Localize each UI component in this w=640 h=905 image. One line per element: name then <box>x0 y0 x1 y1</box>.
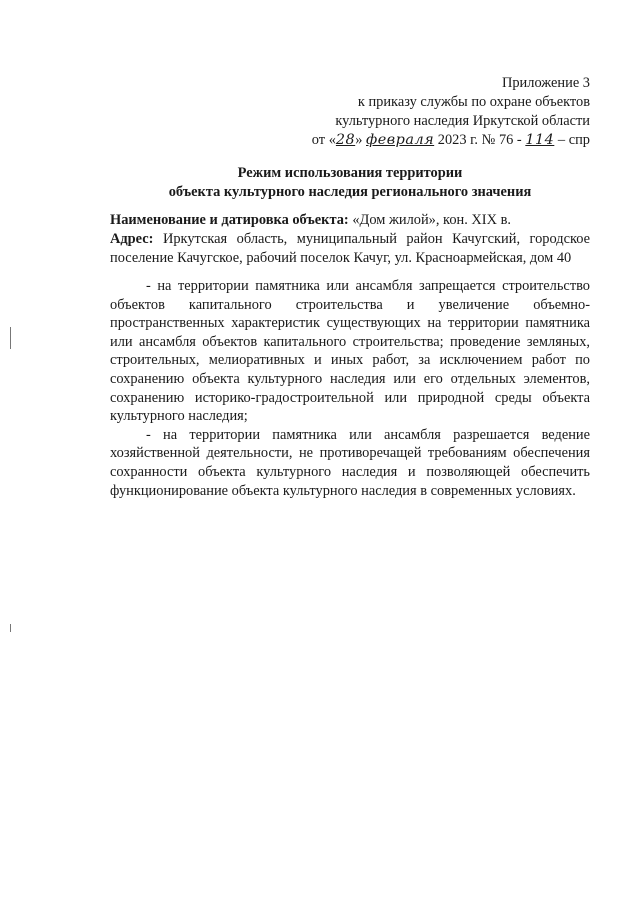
handwritten-month: февраля <box>366 132 435 148</box>
title-line-1: Режим использования территории <box>237 165 463 181</box>
appendix-authority-line: культурного наследия Иркутской области <box>335 113 590 129</box>
object-name-value: «Дом жилой», кон. XIX в. <box>352 212 511 228</box>
scan-margin-mark <box>10 327 11 349</box>
object-name-label: Наименование и датировка объекта: <box>110 212 349 228</box>
date-prefix: от « <box>311 132 336 148</box>
document-title <box>110 164 590 202</box>
appendix-date-line <box>312 131 590 150</box>
appendix-order-line: к приказу службы по охране объектов <box>357 94 590 110</box>
scan-margin-mark <box>10 624 11 632</box>
object-info <box>110 211 590 268</box>
date-mid: » <box>355 132 363 148</box>
appendix-header <box>312 74 590 150</box>
appendix-number: Приложение 3 <box>501 75 590 91</box>
object-address-row <box>110 230 590 268</box>
rule-paragraph: - на территории памятника или ансамбля разрешается ведение хозяйственной деятельности, не противоречащей требованиям обеспечения сохранности объекта культурного наследия и позволяющей обеспечить функционирование объекта культурного наследия в современных условиях. <box>110 426 590 499</box>
object-address-value: Иркутская область, муниципальный район Качугский, городское поселение Качугское, рабочий поселок Качуг, ул. Красноармейская, дом 40 <box>110 231 590 266</box>
rule-paragraph: - на территории памятника или ансамбля запрещается строительство объектов капитального строительства и увеличение объемно-пространственных характеристик существующих на территории памятника или ансамбля объектов капитального строительства; проведение земляных, строительных, мелиоративных и иных работ, за исключением работ по сохранению объекта культурного наследия или его отдельных элементов, сохранению историко-градостроительной или природной среды объекта культурного наследия; <box>110 278 590 425</box>
object-name-row <box>110 211 590 230</box>
usage-rules <box>110 277 590 500</box>
date-year: 2023 г. № 76 - <box>437 132 522 148</box>
object-address-label: Адрес: <box>110 231 154 247</box>
handwritten-doc-number: 114 <box>525 132 555 148</box>
handwritten-day: 28 <box>335 132 356 148</box>
title-line-2: объекта культурного наследия регионального значения <box>168 184 532 200</box>
date-suffix: – спр <box>557 132 590 148</box>
